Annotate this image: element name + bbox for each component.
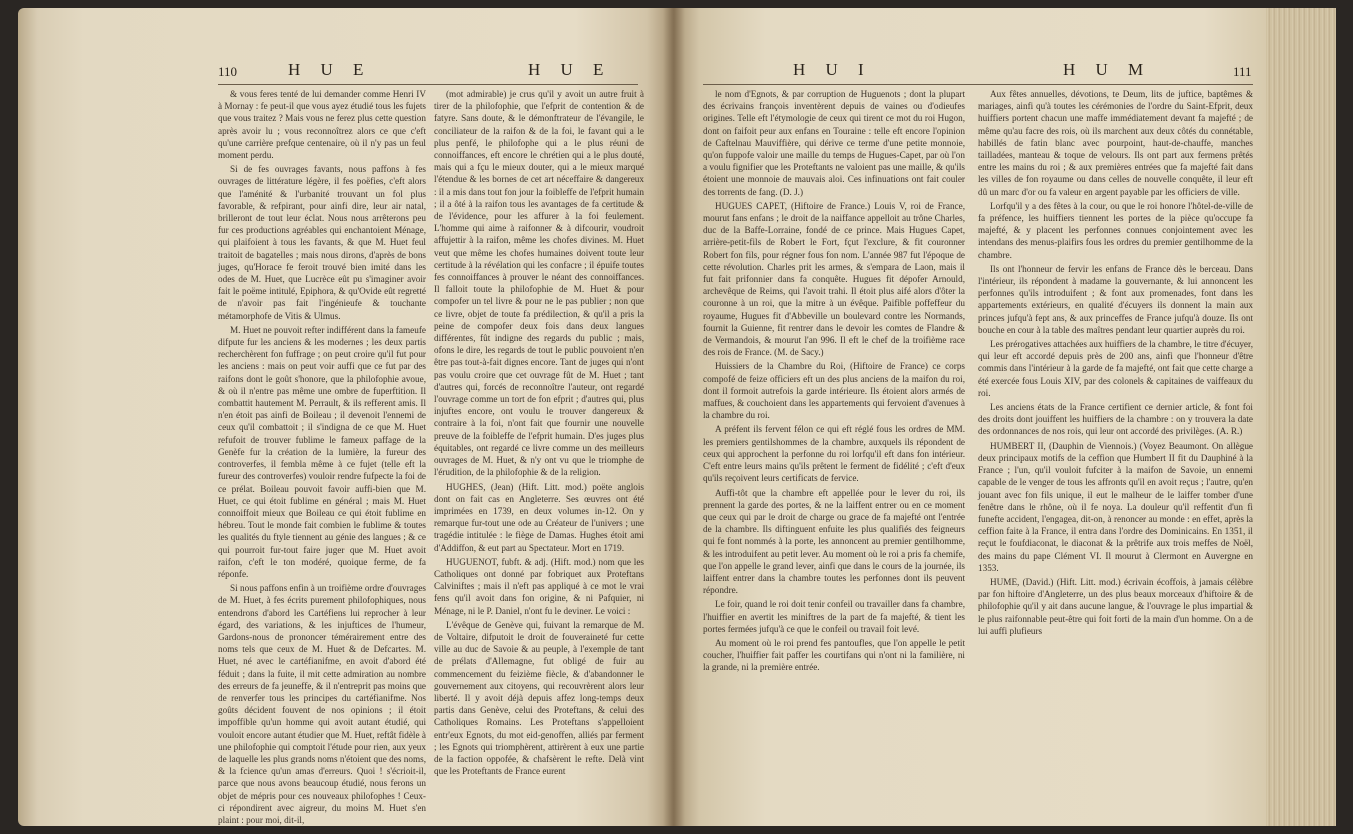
right-running-head-right: H U M — [1063, 60, 1152, 79]
left-page — [18, 8, 673, 826]
paragraph: Huissiers de la Chambre du Roi, (Hiftoire de France) ce corps compofé de feize officiers eft un des plus anciens de la maifon du roi, dont il formoit autrefois la garde intérieure. Ils étoient alors armés de maffues, & couchoient dans les appartements qui fervoient d'avenues à la chambre du roi. — [703, 361, 965, 421]
right-head-rule — [703, 84, 1253, 85]
paragraph: Si de fes ouvrages favants, nous paffons à fes ouvrages de littérature légère, il fes poëfies, c'eft alors que l'aménité & l'urbanité trouvant un fol plus favorable, & refpirant, pour ainfi dire, leur air natal, brilleront de tout leur éclat. Nous nous arrêterons peu fur ces productions agréables qui enchantoient Ménage, qui plaifoient à tous les favants, & que M. Huet feul traitoit de bagatelles ; mais nous dirons, d'après de bons juges, qu'Horace fe feroit trouvé bien imité dans les odes de M. Huet, que Lucrèce eût pu s'imaginer avoir fait le poëme intitulé, Epiphora, & qu'Ovide eût regretté de n'avoir pas fait l'ingénieufe & touchante métamorphofe de Vitis & Ulmus. — [218, 164, 426, 321]
right-page-number: 111 — [1233, 64, 1252, 79]
paragraph: M. Huet ne pouvoit refter indifférent dans la fameufe difpute fur les anciens & les modernes ; les deux partis recherchèrent fon fuffrage ; on peut croire qu'il fut pour les anciens : mais on peut voir auffi que ce fut par des raifons dont le goût s'honore, que la philofophie avoue, & où il n'entre pas même une ombre de fuperftition. Il combattit hautement M. Perrault, & ils refferent amis. Il n'en étoit pas ainfi de Boileau ; il devenoit l'ennemi de ceux qu'il combattoit ; il s'indigna de ce que M. Huet refufoit de trouver fublime le fameux paffage de la Genèfe fur la création de la lumière, la fureur des controverfes, il fembla même à ce fujet (telle eft la fureur des controverfes) vouloir rendre fufpecte la foi de ce prélat. Boileau pouvoit favoir auffi-bien que M. Huet, ce qui étoit fublime en général ; mais M. Huet connoiffoit mieux que Boileau ce qui étoit fublime en hébreu. Tout le monde fait combien le fublime & toutes les qualités du ftyle tiennent au génie des langues ; & ce qui pourroit fur-tout faire juger que M. Huet avoit raifon, c'eft le ton modéré, quoique ferme, de fa réponfe. — [218, 324, 426, 579]
paragraph: Ils ont l'honneur de fervir les enfans de France dès le berceau. Dans l'intérieur, ils répondent à madame la gouvernante, & lui annoncent les perfonnes qu'ils introduifent ; & font aux promenades, font dans les appartements extérieurs, en qualité d'écuyers ils donnent la main aux princes jufqu'à fept ans, & aux princeffes de France jufqu'à douze. Ils ont bouche en cour à la table des maîtres pendant leur quartier auprès du roi. — [978, 263, 1253, 335]
right-column-2 — [978, 88, 1253, 798]
right-column-1 — [703, 88, 965, 798]
paragraph: HUGHES, (Jean) (Hift. Litt. mod.) poëte anglois dont on fait cas en Angleterre. Ses œuvres ont été imprimées en 1739, en deux volumes in-12. On y remarque fur-tout une ode au Créateur de l'univers ; une tragédie intitulée : le fiège de Damas. Hughes étoit ami d'Addiffon, & eut part au Spectateur. Mort en 1719. — [434, 481, 644, 553]
paragraph: L'évêque de Genève qui, fuivant la remarque de M. de Voltaire, difputoit le droit de fouveraineté fur cette ville au duc de Savoie & au peuple, à l'exemple de tant de prélats d'Allemagne, fut obligé de fuir au commencement du feizième fiècle, & d'abandonner le gouvernement aux citoyens, qui recouvrèrent alors leur liberté. Il y avoit déjà depuis affez long-temps deux partis dans Genève, celui des Proteftans, & celui des Catholiques Romains. Les Proteftans s'appelloient entr'eux Egnots, du mot eid-genoffen, alliés par ferment ; les Egnots qui triomphèrent, attirèrent à eux une partie de la faction oppofée, & chafsèrent le refte. Delà vint que les Proteftants de France eurent — [434, 619, 644, 777]
page-edges — [1266, 8, 1336, 826]
paragraph: Aux fêtes annuelles, dévotions, te Deum, lits de juftice, baptêmes & mariages, ainfi qu'à toutes les cérémonies de l'ordre du Saint-Efprit, deux huiffiers portent chacun une maffe immédiatement devant fa majefté ; de même qu'au facre des rois, où ils marchent aux deux côtés du connétable, habillés de fatin blanc avec pourpoint, haut-de-chauffe, manches tailladées, manteau & toque de velours. Ils ont part aux fermens prêtés entre les mains du roi ; & aux premières entrées que fa majefté fait dans les villes de fon royaume ou dans celles de nouvelle conquête, il leur eft dû un marc d'or ou fa valeur en argent payable par les officiers de ville. — [978, 89, 1253, 197]
right-running-head-left: H U I — [793, 60, 872, 79]
paragraph: HUME, (David.) (Hift. Litt. mod.) écrivain écoffois, à jamais célèbre par fon hiftoire d'Angleterre, un des plus beaux morceaux d'hiftoire & de philofophie qu'il y ait dans aucune langue, & l'ouvrage le plus impartial & le plus raifonnable peut-être qui foit forti de la main d'un homme. On a de lui auffi plufieurs — [978, 576, 1253, 636]
open-book — [18, 8, 1336, 826]
right-page — [673, 8, 1336, 826]
paragraph: Auffi-tôt que la chambre eft appellée pour le lever du roi, ils prennent la garde des portes, & ne la laiffent entrer ou en ce moment que ceux qui par le droit de charge ou grace de fa majefté ont l'entrée de la chambre. Ils diftinguent enfuite les plus qualifiés des feigneurs qui fe font nommés à la porte, les annoncent au premier gentilhomme, & les introduifent au petit lever. Au moment où le roi a pris fa chemife, que l'on appelle le grand lever, ainfi que dans le cours de la journée, ils laiffent entrer dans la chambre toutes les perfonnes dont ils peuvent répondre. — [703, 487, 965, 596]
paragraph: HUGUES CAPET, (Hiftoire de France.) Louis V, roi de France, mourut fans enfans ; le droit de la naiffance appelloit au trône Charles, duc de la Baffe-Lorraine, fondé de ce prince. Mais Hugues Capet, arrière-petit-fils de Robert le Fort, fçut l'exclure, & fit couronner Robert fon fils, pour régner fous fon nom. L'année 987 fut l'époque de cette révolution. Charles prit les armes, & s'empara de Laon, mais il fut fait prifonnier dans fa conquête. Hugues fit dépofer Arnould, archevêque de Reims, qui l'avoit trahi. Il étoit plus aifé alors d'ôter la couronne à un roi, que la mitre à un évêque. Paifible poffeffeur du royaume, Hugues fit d'Abbeville un boulevard contre les Normands, fournit la Guienne, fit rentrer dans le devoir les comtes de Flandre & de Vermandois, & mourut l'an 996. Il eft le chef de la troifième race des rois de France. (M. de Sacy.) — [703, 200, 965, 358]
paragraph: Lorfqu'il y a des fêtes à la cour, ou que le roi honore l'hôtel-de-ville de fa préfence, les huiffiers tiennent les portes de la pièce qu'occupe fa majefté, & y placent les perfonnes connues conjointement avec les intendans des menus-plaifirs fous les ordres du premier gentilhomme de la chambre. — [978, 200, 1253, 260]
paragraph: Les anciens états de la France certifient ce dernier article, & font foi des droits dont jouiffent les huiffiers de la chambre : on y trouvera la date des ordonnances de nos rois, qui leur ont accordé des privilèges. (A. R.) — [978, 402, 1253, 437]
paragraph: HUMBERT II, (Dauphin de Viennois.) (Voyez Beaumont. On allègue deux principaux motifs de la ceffion que Humbert II fit du Dauphiné à la France ; l'un, qu'il vouloit fufciter à la maifon de Savoie, un ennemi capable de le venger de tous les affronts qu'il en avoit reçus ; l'autre, qu'en jouant avec fon fils unique, il eut le malheur de le laiffer tomber d'une fenêtre dans le rhône, où il fe noya. La douleur qu'il reffentit d'un fi funefte accident, l'engagea, dit-on, à renoncer au monde : en effet, après la ceffion faite à la France, il entra dans l'ordre des Dominicains. En 1351, il reçut le foufdiaconat, le diaconat & la prêtrife aux trois meffes de Noël, des mains du pape Clément VI. Il mourut à Clermont en Auvergne en 1353. — [978, 440, 1253, 573]
left-running-head-right: H U E — [528, 60, 612, 79]
left-column-2 — [434, 88, 644, 798]
paragraph: (mot admirable) je crus qu'il y avoit un autre fruit à tirer de la philofophie, que l'efprit de contention & de fatyre. Sans doute, & le démonftrateur de l'évangile, le conciliateur de la raifon & de la foi, le favant qui a le plus penfé, le philofophe qui a le plus réuni de connoiffances, eft encore le chrétien qui a le plus douté, mais qui a fçu le mieux douter, qui a le mieux marqué l'étendue & les bornes de cet art néceffaire & dangereux : il a mis dans tout fon jour la foibleffe de l'efprit humain ; il a ôté à la raifon tous les avantages de fa certitude & de l'évidence, pour les affurer à la foi feulement. L'homme qui aime à raifonner & à difcourir, voudroit affujettir à la raifon, même les chofes divines. M. Huet veut que même les chofes humaines doivent toute leur certitude à la révélation qui les confacre ; il épuife toutes fes connoiffances à prouver le néant des connoiffances. Il falloit toute la philofophie de M. Huet & pour compofer un tel livre & pour ne le pas publier ; non que ce livre, objet de toute fa prédilection, & qu'il a pris la peine de compofer deux fois dans deux langues différentes, fût indigne des regards du public ; mais, ofons le dire, les regards de tout le public pouvoient n'en être pas tout-à-fait dignes encore. Tant de juges qui n'ont pas voulu croire que cet ouvrage fût de M. Huet ; tant d'autres qui, forcés de reconnoître l'auteur, ont regardé l'ouvrage comme un tort de fon efprit ; d'autres qui, plus injuftes encore, ont voulu le trouver dangereux & contraire à la foi, n'ont fait que fournir une nouvelle preuve de la foibleffe de l'efprit humain. D'es juges plus équitables, ont regardé ce livre comme un des meilleurs ouvrages de M. Huet, & n'y ont vu que le triomphe de l'érudition, de la philofophie & de la religion. — [434, 89, 644, 478]
paragraph: Les prérogatives attachées aux huiffiers de la chambre, le titre d'écuyer, qui leur eft accordé depuis près de 200 ans, ainfi que l'honneur d'être commis dans l'intérieur à la garde de fa majefté, ont fait que cette charge a été exercée fous Louis XIV, par des colonels & capitaines de vaiffeaux du roi. — [978, 339, 1253, 398]
paragraph: Le foir, quand le roi doit tenir confeil ou travailler dans fa chambre, l'huiffier en avertit les miniftres de la part de fa majefté, & tient les portes fermées jufqu'à ce que le confeil ou travail foit levé. — [703, 599, 965, 634]
paragraph: Au moment où le roi prend fes pantoufles, que l'on appelle le petit coucher, l'huiffier fait paffer les courtifans qui n'ont ni la familière, ni la grande, ni la première entrée. — [703, 637, 965, 673]
left-column-1 — [218, 88, 426, 825]
left-page-number: 110 — [218, 64, 238, 79]
paragraph: HUGUENOT, fubft. & adj. (Hift. mod.) nom que les Catholiques ont donné par fobriquet aux Proteftans Calviniftes ; mais il n'eft pas appliqué à ce mot le vrai fens qu'il avoit dans fon origine, & ni Pafquier, ni Ménage, ni le P. Daniel, n'ont fu le deviner. Le voici : — [434, 556, 644, 616]
left-head-rule — [218, 84, 638, 85]
book-gutter — [663, 8, 685, 826]
paragraph: Si nous paffons enfin à un troifième ordre d'ouvrages de M. Huet, à fes écrits purement philofophiques, nous entendrons d'abord les Cartéfiens lui reprocher à leur égard, des variations, & les injuftices de l'humeur, Gardons-nous de prononcer témérairement entre des noms tels que ceux de M. Huet & de Defcartes. M. Huet, né avec le cartéfianifme, en avoit d'abord été féduit ; dans la fuite, il mit cette admiration au nombre des erreurs de fa jeuneffe, & il n'entreprit pas moins que de renverfer tous les principes du cartéfianifme. Nos goûts décident fouvent de nos opinions ; il étoit impoffible qu'un homme qui avoit autant étudié, qui vouloit encore autant étudier que M. Huet, reftât fidèle à une philofophie qui comptoit l'étude pour rien, aux yeux de laquelle les plus grands noms n'étoient que des noms, & la fcience qu'un amas d'erreurs. Quoi ! s'écrioit-il, parce que nous avons beaucoup étudié, nous ferons un objet de mépris pour ces nouveaux philofophes ! Ceux-ci répondirent avec aigreur, du moins M. Huet s'en plaint : pour moi, dit-il, — [218, 583, 426, 825]
paragraph: le nom d'Egnots, & par corruption de Huguenots ; dont la plupart des écrivains françois inventèrent depuis de vaines ou d'odieufes origines. Telle eft l'étymologie de ceux qui tirent ce mot du roi Hugon, dont on faifoit peur aux enfans en Touraine : telle eft encore l'opinion de Caftelnau Mauviffière, qui dérive ce terme d'une petite monnoie, qu'on fuppofe valoir une maille du temps de Hugues-Capet, par où l'on a voulu fignifier que les Proteftants ne valoient pas une maille, & qu'ils étoient une monnoie de mauvais aloi. Ces infinuations ont fait couler des torrents de fang. (D. J.) — [703, 89, 965, 197]
paragraph: A préfent ils fervent félon ce qui eft réglé fous les ordres de MM. les premiers gentilshommes de la chambre, auxquels ils répondent de ceux qui approchent la perfonne du roi lorfqu'il eft dans fon intérieur. C'eft entre leurs mains qu'ils prêtent le ferment de fidélité ; c'eft d'eux qu'ils reçoivent leurs certificats de fervice. — [703, 424, 965, 484]
paragraph: & vous feres tenté de lui demander comme Henri IV à Mornay : fe peut-il que vous ayez étudié tous les fujets que vous traitez ? Mais vous ne ferez plus cette question après avoir lu ; vous reconnoîtrez alors ce que c'eft qu'une carrière prefque centenaire, où il n'y pas un feul moment perdu. — [218, 89, 426, 161]
left-running-head-left: H U E — [288, 60, 372, 79]
